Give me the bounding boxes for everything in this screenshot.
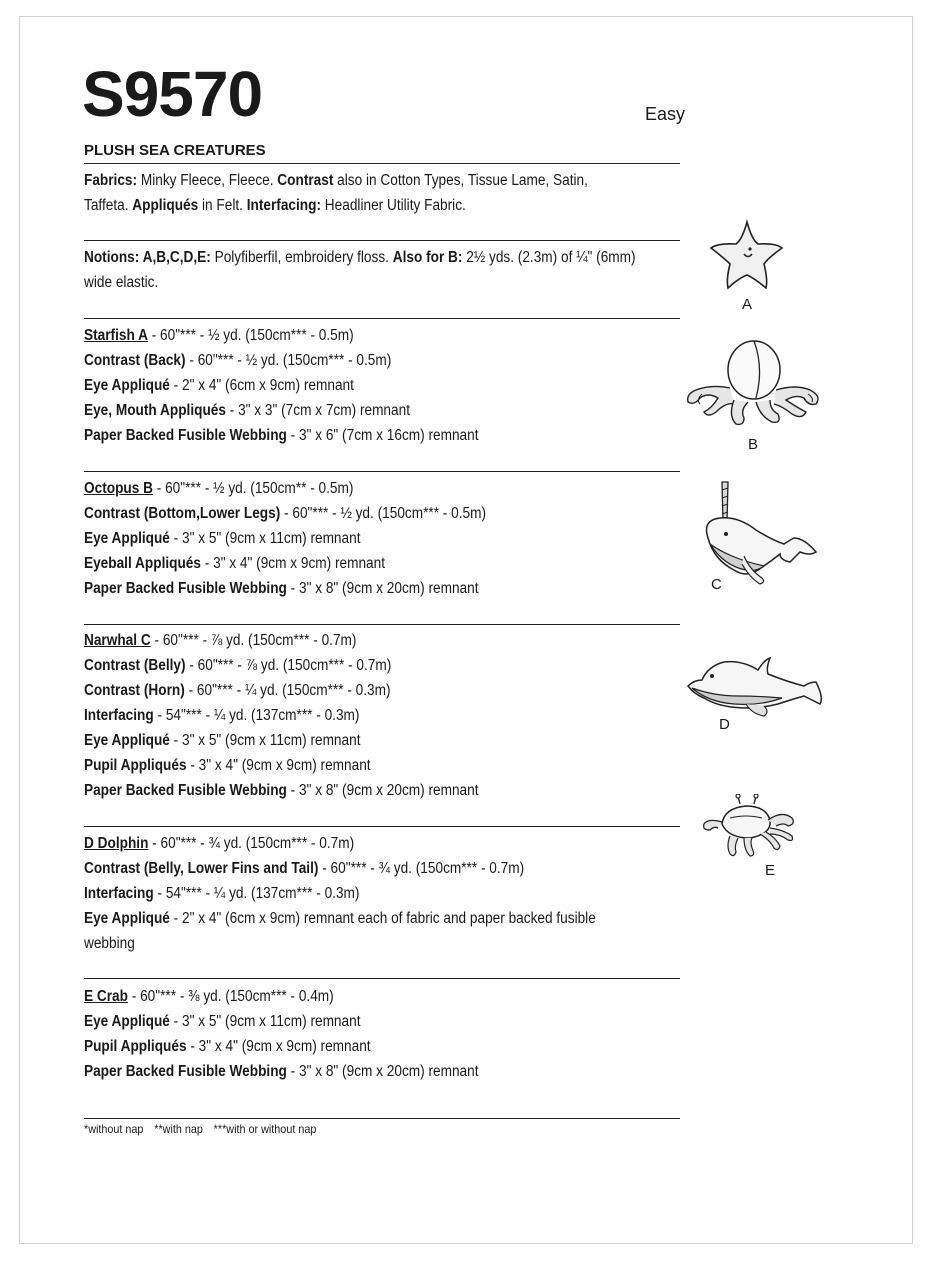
notions-block: Notions: A,B,C,D,E: Polyfiberfil, embroidery floss. Also for B: 2½ yds. (2.3m) of ¼" (6mm) wide elastic.: [84, 249, 636, 291]
pattern-title: PLUSH SEA CREATURES: [84, 142, 266, 159]
figure-label: B: [748, 436, 759, 453]
section-heading: Octopus B: [84, 480, 153, 497]
divider: [84, 240, 680, 241]
divider: [84, 163, 680, 164]
section-narwhal: Narwhal C - 60"*** - ⅞ yd. (150cm*** - 0.7m) Contrast (Belly) - 60"*** - ⅞ yd. (150cm*** - 0.7m) Contrast (Horn) - 60"*** - ¼ yd. (150cm*** - 0.3m) Interfacing - 54"*** - ¼ yd. (137cm*** - 0.3m) Eye Appliqué - 3" x 5" (9cm x 11cm) remnant Pupil Appliqués - 3" x 4" (9cm x 9cm) remnant Paper Backed Fusible Webbing - 3" x 8" (9cm x 20cm) remnant: [84, 632, 479, 799]
figure-label: D: [719, 716, 730, 733]
dolphin-icon: [684, 652, 826, 722]
section-dolphin: D Dolphin - 60"*** - ¾ yd. (150cm*** - 0.7m) Contrast (Belly, Lower Fins and Tail) - 60"*** - ¾ yd. (150cm*** - 0.7m) Interfacing - 54"*** - ¼ yd. (137cm*** - 0.3m) Eye Appliqué - 2" x 4" (6cm x 9cm) remnant each of fabric and paper backed fusible webbing: [84, 835, 596, 952]
starfish-icon: [706, 218, 788, 292]
figure-label: A: [742, 296, 753, 313]
difficulty-level: Easy: [645, 104, 686, 124]
figure-label: E: [765, 862, 776, 879]
pattern-number: S9570: [82, 58, 263, 130]
fabrics-block: Fabrics: Minky Fleece, Fleece. Contrast also in Cotton Types, Tissue Lame, Satin, Taffeta. Appliqués in Felt. Interfacing: Headliner Utility Fabric.: [84, 172, 588, 214]
divider: [84, 318, 680, 319]
footnotes: *without nap **with nap ***with or without nap: [84, 1122, 317, 1136]
section-heading: Narwhal C: [84, 632, 151, 649]
section-heading: Starfish A: [84, 327, 148, 344]
divider: [84, 471, 680, 472]
section-starfish: Starfish A - 60"*** - ½ yd. (150cm*** - 0.5m) Contrast (Back) - 60"*** - ½ yd. (150cm*** - 0.5m) Eye Appliqué - 2" x 4" (6cm x 9cm) remnant Eye, Mouth Appliqués - 3" x 3" (7cm x 7cm) remnant Paper Backed Fusible Webbing - 3" x 6" (7cm x 16cm) remnant: [84, 327, 479, 444]
divider: [84, 826, 680, 827]
divider: [84, 624, 680, 625]
octopus-icon: [682, 338, 824, 430]
section-heading: D Dolphin: [84, 835, 149, 852]
narwhal-icon: [694, 478, 820, 586]
figure-label: C: [711, 576, 722, 593]
divider: [84, 978, 680, 979]
section-octopus: Octopus B - 60"*** - ½ yd. (150cm** - 0.5m) Contrast (Bottom,Lower Legs) - 60"*** - ½ yd. (150cm*** - 0.5m) Eye Appliqué - 3" x 5" (9cm x 11cm) remnant Eyeball Appliqués - 3" x 4" (9cm x 9cm) remnant Paper Backed Fusible Webbing - 3" x 8" (9cm x 20cm) remnant: [84, 480, 486, 597]
section-crab: E Crab - 60"*** - ⅜ yd. (150cm*** - 0.4m) Eye Appliqué - 3" x 5" (9cm x 11cm) remnant Pupil Appliqués - 3" x 4" (9cm x 9cm) remnant Paper Backed Fusible Webbing - 3" x 8" (9cm x 20cm) remnant: [84, 988, 479, 1080]
divider: [84, 1118, 680, 1119]
crab-icon: [700, 794, 798, 860]
section-heading: E Crab: [84, 988, 128, 1005]
